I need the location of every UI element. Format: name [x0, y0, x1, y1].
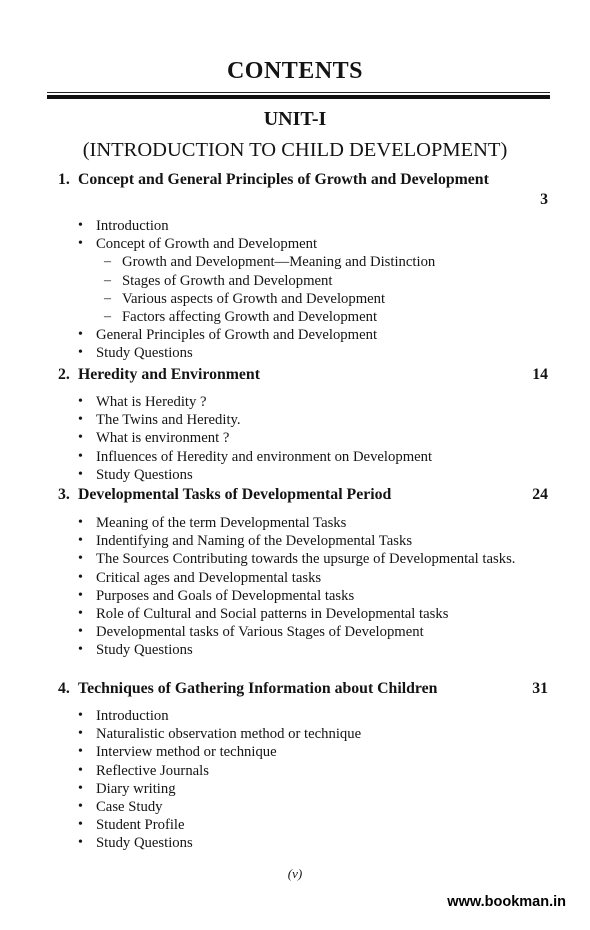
- topic-item: • Purposes and Goals of Developmental tasks: [78, 587, 553, 605]
- chapter-page-number: 24: [532, 486, 548, 503]
- topic-item: • Critical ages and Developmental tasks: [78, 569, 553, 587]
- chapter-number: 1.: [58, 171, 70, 188]
- chapter-3-topics: [78, 514, 553, 660]
- topic-item: • Case Study: [78, 798, 553, 816]
- topic-item: • General Principles of Growth and Development: [78, 326, 553, 344]
- title-rule-thick: [47, 95, 550, 99]
- chapter-2-topics: [78, 393, 553, 484]
- chapter-title: Techniques of Gathering Information about Children: [78, 680, 438, 697]
- topic-item: • Introduction: [78, 707, 553, 725]
- topic-item: • Influences of Heredity and environment on Development: [78, 448, 553, 466]
- topic-item: • The Sources Contributing towards the upsurge of Developmental tasks.: [78, 550, 553, 568]
- chapter-title: Heredity and Environment: [78, 366, 260, 383]
- chapter-4-topics: [78, 707, 553, 853]
- chapter-title: Developmental Tasks of Developmental Period: [78, 486, 392, 503]
- topic-item: • Naturalistic observation method or technique: [78, 725, 553, 743]
- title-rule-thin: [47, 92, 550, 93]
- subtopic-item: – Stages of Growth and Development: [78, 272, 553, 290]
- chapter-number: 3.: [58, 486, 70, 503]
- chapter-4-heading: [58, 679, 550, 699]
- unit-heading: UNIT-I: [263, 108, 327, 130]
- topic-item: • Study Questions: [78, 641, 553, 659]
- subtopic-item: – Factors affecting Growth and Development: [78, 308, 553, 326]
- topic-item: • Developmental tasks of Various Stages of Development: [78, 623, 553, 641]
- topic-item: • Concept of Growth and Development: [78, 235, 553, 253]
- chapter-3-heading: [58, 485, 550, 505]
- chapter-page-number: 14: [532, 366, 548, 383]
- chapter-number: 4.: [58, 680, 70, 697]
- topic-item: • Role of Cultural and Social patterns in Developmental tasks: [78, 605, 553, 623]
- topic-item: • Reflective Journals: [78, 762, 553, 780]
- chapter-page-number: 3: [540, 191, 548, 208]
- subtopic-item: – Various aspects of Growth and Development: [78, 290, 553, 308]
- unit-subtitle: (INTRODUCTION TO CHILD DEVELOPMENT): [82, 139, 508, 161]
- topic-item: • Diary writing: [78, 780, 553, 798]
- topic-item: • Interview method or technique: [78, 743, 553, 761]
- topic-item: • Study Questions: [78, 834, 553, 852]
- topic-item: • Indentifying and Naming of the Developmental Tasks: [78, 532, 553, 550]
- subtopic-item: – Growth and Development—Meaning and Distinction: [78, 253, 553, 271]
- chapter-1-heading: [58, 170, 550, 208]
- page-title: CONTENTS: [226, 58, 364, 84]
- folio-page-number: (v): [287, 866, 303, 881]
- chapter-1-topics: [78, 217, 553, 363]
- topic-item: • What is Heredity ?: [78, 393, 553, 411]
- topic-item: • The Twins and Heredity.: [78, 411, 553, 429]
- chapter-title: Concept and General Principles of Growth and Development: [78, 171, 489, 188]
- chapter-number: 2.: [58, 366, 70, 383]
- chapter-2-heading: [58, 365, 550, 385]
- topic-item: • Study Questions: [78, 466, 553, 484]
- topic-item: • Introduction: [78, 217, 553, 235]
- chapter-page-number: 31: [532, 680, 548, 697]
- topic-item: • Study Questions: [78, 344, 553, 362]
- website-link[interactable]: www.bookman.in: [447, 894, 566, 910]
- topic-item: • What is environment ?: [78, 429, 553, 447]
- topic-item: • Meaning of the term Developmental Tasks: [78, 514, 553, 532]
- topic-item: • Student Profile: [78, 816, 553, 834]
